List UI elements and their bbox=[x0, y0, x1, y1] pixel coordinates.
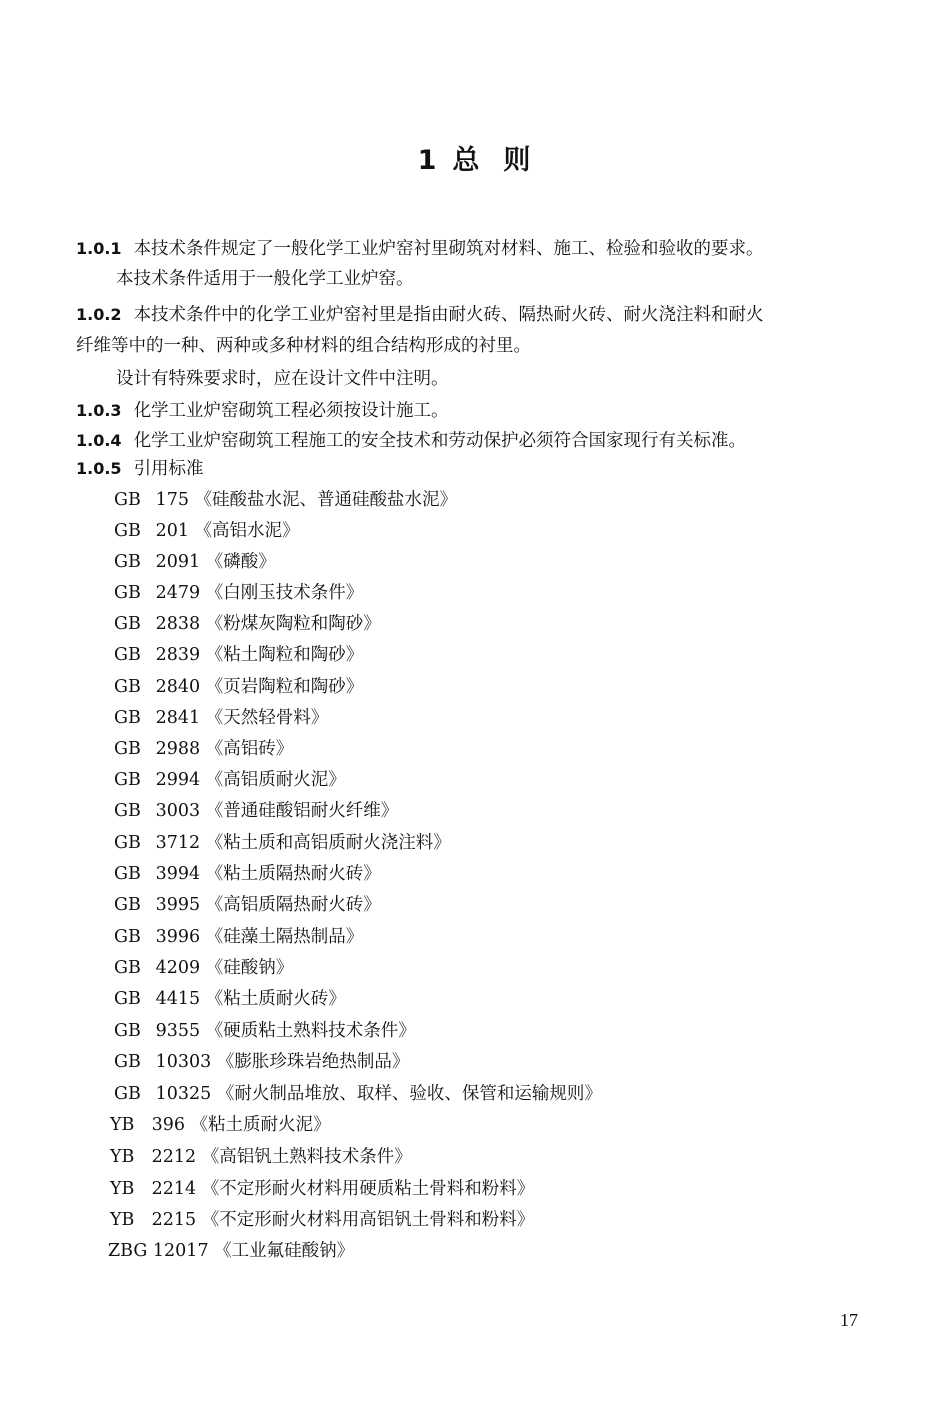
standard-number: 2841 bbox=[155, 708, 201, 728]
standard-prefix: YB bbox=[110, 1179, 135, 1199]
clause-1-0-3 bbox=[76, 400, 449, 422]
standard-title: 《高铝砖》 bbox=[205, 739, 294, 759]
standard-item bbox=[114, 707, 328, 729]
standard-prefix: GB bbox=[114, 1052, 141, 1072]
standard-item bbox=[114, 1020, 416, 1042]
clause-text: 化学工业炉窑砌筑工程必须按设计施工。 bbox=[133, 401, 449, 421]
standard-prefix: GB bbox=[114, 1021, 141, 1041]
standard-item bbox=[114, 926, 363, 948]
chapter-title-word-1: 总 bbox=[452, 145, 482, 176]
standard-title: 《粘土质耐火砖》 bbox=[205, 989, 346, 1009]
standard-number: 2479 bbox=[155, 583, 201, 603]
standard-number: 2994 bbox=[155, 770, 201, 790]
standard-title: 《不定形耐火材料用高铝钒土骨料和粉料》 bbox=[201, 1210, 535, 1230]
standard-prefix: GB bbox=[114, 739, 141, 759]
clause-1-0-2-extra: 设计有特殊要求时，应在设计文件中注明。 bbox=[116, 369, 449, 389]
clause-1-0-4 bbox=[76, 430, 746, 452]
standard-prefix: YB bbox=[110, 1210, 135, 1230]
clause-number: 1.0.3 bbox=[76, 401, 122, 420]
standard-title: 《粘土质隔热耐火砖》 bbox=[205, 864, 381, 884]
standard-title: 《高铝水泥》 bbox=[194, 521, 300, 541]
standard-item bbox=[114, 988, 346, 1010]
standard-prefix: GB bbox=[114, 958, 141, 978]
standard-title: 《工业氟硅酸钠》 bbox=[214, 1241, 355, 1261]
standard-prefix: GB bbox=[114, 490, 141, 510]
standard-prefix: GB bbox=[114, 864, 141, 884]
standard-item bbox=[114, 613, 381, 635]
standard-item bbox=[114, 769, 346, 791]
standard-number: 9355 bbox=[155, 1021, 201, 1041]
standard-item bbox=[114, 832, 451, 854]
standard-title: 《白刚玉技术条件》 bbox=[205, 583, 364, 603]
standard-number: 2838 bbox=[155, 614, 201, 634]
chapter-number: 1 bbox=[417, 145, 439, 176]
clause-number: 1.0.2 bbox=[76, 305, 122, 324]
standard-number: 2988 bbox=[155, 739, 201, 759]
clause-1-0-1-extra: 本技术条件适用于一般化学工业炉窑。 bbox=[116, 269, 414, 289]
standard-number: 3003 bbox=[155, 801, 201, 821]
standard-number: 2215 bbox=[151, 1210, 197, 1230]
standard-item bbox=[114, 800, 398, 822]
standard-title: 《页岩陶粒和陶砂》 bbox=[205, 677, 364, 697]
standard-number: 175 bbox=[155, 490, 189, 510]
standard-prefix: GB bbox=[114, 677, 141, 697]
standard-prefix: GB bbox=[114, 708, 141, 728]
standard-item bbox=[114, 551, 276, 573]
standard-title: 《高铝质隔热耐火砖》 bbox=[205, 895, 381, 915]
standard-item bbox=[114, 957, 293, 979]
standard-number: 2212 bbox=[151, 1147, 197, 1167]
standard-number: 2839 bbox=[155, 645, 201, 665]
standard-title: 《普通硅酸铝耐火纤维》 bbox=[205, 801, 399, 821]
standard-number: 12017 bbox=[152, 1241, 209, 1261]
standard-title: 《粘土质和高铝质耐火浇注料》 bbox=[205, 833, 451, 853]
clause-1-0-2 bbox=[76, 304, 764, 326]
clause-text: 本技术条件规定了一般化学工业炉窑衬里砌筑对材料、施工、检验和验收的要求。 bbox=[133, 239, 764, 259]
clause-number: 1.0.5 bbox=[76, 459, 122, 478]
standard-item bbox=[114, 1051, 409, 1073]
standard-title: 《硅藻土隔热制品》 bbox=[205, 927, 364, 947]
standard-number: 3996 bbox=[155, 927, 201, 947]
standard-item bbox=[110, 1114, 331, 1136]
standard-prefix: GB bbox=[114, 583, 141, 603]
standard-item bbox=[114, 1083, 602, 1105]
standard-title: 《粘土质耐火泥》 bbox=[190, 1115, 331, 1135]
clause-number: 1.0.4 bbox=[76, 431, 122, 450]
clause-text: 引用标准 bbox=[133, 459, 204, 479]
standard-number: 3994 bbox=[155, 864, 201, 884]
standard-item bbox=[114, 489, 457, 511]
clause-1-0-2-continuation: 纤维等中的一种、两种或多种材料的组合结构形成的衬里。 bbox=[76, 336, 531, 356]
standard-item bbox=[114, 676, 363, 698]
standard-title: 《粘土陶粒和陶砂》 bbox=[205, 645, 364, 665]
standard-item bbox=[114, 738, 293, 760]
standard-title: 《不定形耐火材料用硬质粘土骨料和粉料》 bbox=[201, 1179, 535, 1199]
standard-prefix: GB bbox=[114, 645, 141, 665]
standard-prefix: GB bbox=[114, 989, 141, 1009]
standard-item bbox=[108, 1240, 354, 1262]
standard-title: 《硅酸钠》 bbox=[205, 958, 294, 978]
standard-title: 《粉煤灰陶粒和陶砂》 bbox=[205, 614, 381, 634]
standard-prefix: GB bbox=[114, 1084, 141, 1104]
standard-number: 3712 bbox=[155, 833, 201, 853]
standard-number: 4415 bbox=[155, 989, 201, 1009]
standard-item bbox=[114, 582, 363, 604]
standard-number: 2091 bbox=[155, 552, 201, 572]
standard-title: 《硅酸盐水泥、普通硅酸盐水泥》 bbox=[194, 490, 458, 510]
clause-1-0-1 bbox=[76, 238, 764, 260]
standard-item bbox=[114, 644, 363, 666]
standard-title: 《高铝钒土熟料技术条件》 bbox=[201, 1147, 412, 1167]
standard-prefix: GB bbox=[114, 833, 141, 853]
clause-text: 本技术条件中的化学工业炉窑衬里是指由耐火砖、隔热耐火砖、耐火浇注料和耐火 bbox=[133, 305, 764, 325]
standard-item bbox=[110, 1146, 412, 1168]
standard-number: 4209 bbox=[155, 958, 201, 978]
standard-prefix: GB bbox=[114, 895, 141, 915]
standard-title: 《耐火制品堆放、取样、验收、保管和运输规则》 bbox=[216, 1084, 602, 1104]
chapter-title bbox=[0, 138, 950, 177]
standard-prefix: YB bbox=[110, 1147, 135, 1167]
standard-number: 2840 bbox=[155, 677, 201, 697]
standard-item bbox=[114, 520, 300, 542]
standard-item bbox=[114, 863, 381, 885]
standard-number: 396 bbox=[151, 1115, 185, 1135]
standard-prefix: GB bbox=[114, 614, 141, 634]
standard-number: 10325 bbox=[155, 1084, 212, 1104]
standard-item bbox=[110, 1209, 534, 1231]
standard-title: 《磷酸》 bbox=[205, 552, 276, 572]
standard-prefix: GB bbox=[114, 801, 141, 821]
standard-item bbox=[114, 894, 381, 916]
standard-prefix: GB bbox=[114, 927, 141, 947]
standard-prefix: ZBG bbox=[108, 1241, 148, 1261]
standard-prefix: GB bbox=[114, 521, 141, 541]
standard-number: 3995 bbox=[155, 895, 201, 915]
standard-prefix: GB bbox=[114, 552, 141, 572]
standard-title: 《高铝质耐火泥》 bbox=[205, 770, 346, 790]
chapter-title-word-2: 则 bbox=[503, 145, 533, 176]
clause-number: 1.0.1 bbox=[76, 239, 122, 258]
standard-title: 《硬质粘土熟料技术条件》 bbox=[205, 1021, 416, 1041]
standard-prefix: GB bbox=[114, 770, 141, 790]
clause-text: 化学工业炉窑砌筑工程施工的安全技术和劳动保护必须符合国家现行有关标准。 bbox=[133, 431, 747, 451]
standard-number: 2214 bbox=[151, 1179, 197, 1199]
standard-number: 201 bbox=[155, 521, 189, 541]
standard-prefix: YB bbox=[110, 1115, 135, 1135]
page-number: 17 bbox=[840, 1310, 858, 1330]
clause-1-0-5 bbox=[76, 458, 204, 480]
standard-title: 《膨胀珍珠岩绝热制品》 bbox=[216, 1052, 410, 1072]
standard-number: 10303 bbox=[155, 1052, 212, 1072]
standard-title: 《天然轻骨料》 bbox=[205, 708, 329, 728]
standard-item bbox=[110, 1178, 534, 1200]
